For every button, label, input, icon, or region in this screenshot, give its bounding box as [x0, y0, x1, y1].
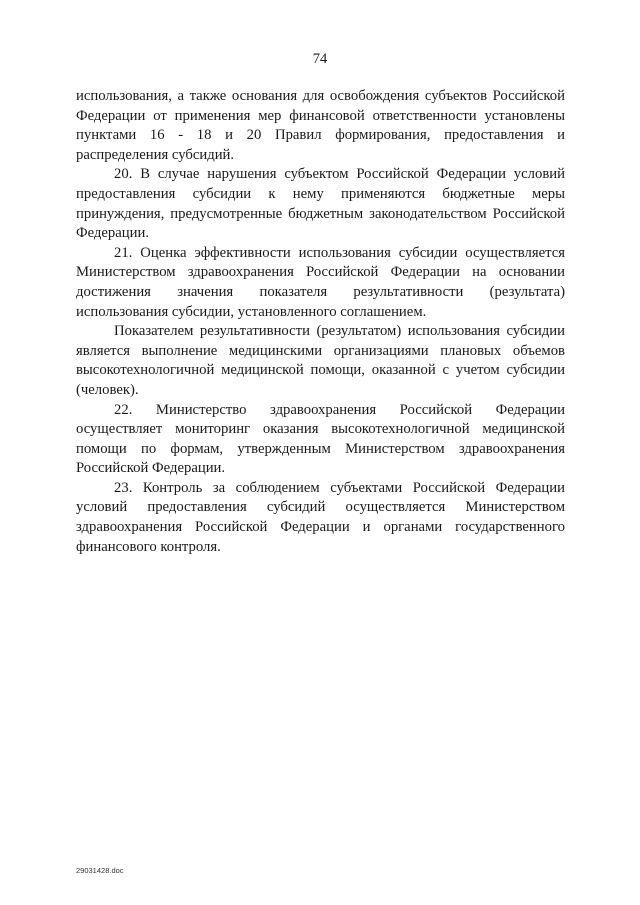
paragraph-continuation: использования, а также основания для освобождения субъектов Российской Федерации от применения мер финансовой ответственности установлены пунктами 16 - 18 и 20 Правил формирования, предоставления и распределения субсидий. [76, 88, 565, 163]
paragraph-item-21: 21. Оценка эффективности использования субсидии осуществляется Министерством здравоохранения Российской Федерации на основании достижения значения показателя результативности (результата) использования субсидии, установленного соглашением. [76, 244, 565, 320]
page-number: 74 [312, 51, 328, 67]
paragraph-item-23: 23. Контроль за соблюдением субъектами Российской Федерации условий предоставления субсидий осуществляется Министерством здравоохранения Российской Федерации и органами государственного финансового контроля. [76, 479, 565, 555]
footer-file-name: 29031428.doc [76, 866, 124, 875]
paragraph-item-20: 20. В случае нарушения субъектом Российской Федерации условий предоставления субсидии к нему применяются бюджетные меры принуждения, предусмотренные бюджетным законодательством Российской Федерации. [76, 166, 565, 242]
paragraph-performance-indicator: Показателем результативности (результатом) использования субсидии является выполнение медицинскими организациями плановых объемов высокотехнологичной медицинской помощи, оказанной с учетом субсидии (человек). [76, 323, 565, 398]
document-body [76, 87, 565, 557]
paragraph-item-22: 22. Министерство здравоохранения Российской Федерации осуществляет мониторинг оказания высокотехнологичной медицинской помощи по формам, утвержденным Министерством здравоохранения Российской Федерации. [76, 401, 565, 477]
